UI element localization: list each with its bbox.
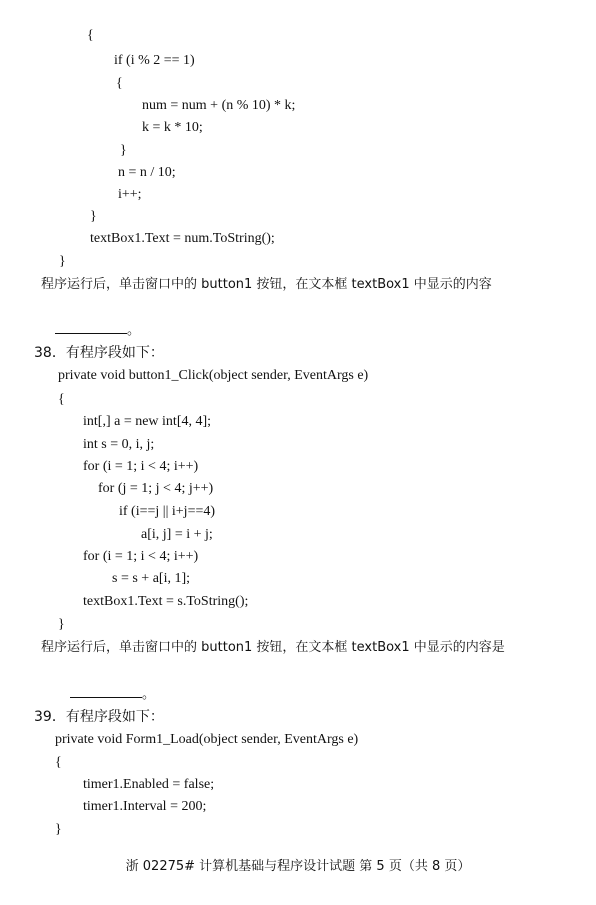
code-line: {	[87, 28, 94, 43]
code-line: textBox1.Text = s.ToString();	[83, 594, 249, 609]
code-line: i++;	[118, 187, 142, 202]
code-line: for (i = 1; i < 4; i++)	[83, 549, 199, 564]
code-line: timer1.Interval = 200;	[83, 799, 207, 814]
code-line: }	[120, 143, 127, 158]
code-line: {	[58, 392, 65, 407]
page-footer: 浙 02275# 计算机基础与程序设计试题 第 5 页（共 8 页）	[125, 859, 471, 874]
question-heading: 38．有程序段如下：	[34, 345, 164, 361]
code-line: a[i, j] = i + j;	[141, 527, 213, 542]
code-line: k = k * 10;	[142, 120, 203, 135]
code-line: for (j = 1; j < 4; j++)	[98, 481, 214, 496]
code-line: {	[116, 76, 123, 91]
question-heading: 39．有程序段如下：	[34, 709, 164, 725]
code-line: }	[90, 209, 97, 224]
blank-suffix: 。	[127, 323, 141, 338]
code-line: }	[58, 617, 65, 632]
question-prompt: 程序运行后，单击窗口中的 button1 按钮，在文本框 textBox1 中显示的内容是	[41, 640, 505, 655]
blank-underline	[55, 321, 127, 334]
code-line: }	[55, 822, 62, 837]
blank-underline	[70, 685, 142, 698]
code-line: timer1.Enabled = false;	[83, 777, 215, 792]
code-line: private void Form1_Load(object sender, EventArgs e)	[55, 732, 359, 747]
code-line: if (i==j || i+j==4)	[119, 504, 216, 519]
code-line: for (i = 1; i < 4; i++)	[83, 459, 199, 474]
code-line: if (i % 2 == 1)	[114, 53, 195, 68]
code-line: n = n / 10;	[118, 165, 176, 180]
code-line: int[,] a = new int[4, 4];	[83, 414, 212, 429]
code-line: private void button1_Click(object sender, EventArgs e)	[58, 368, 369, 383]
blank-suffix: 。	[142, 687, 156, 702]
code-line: s = s + a[i, 1];	[112, 571, 191, 586]
question-prompt: 程序运行后，单击窗口中的 button1 按钮，在文本框 textBox1 中显示的内容	[41, 277, 492, 292]
code-line: int s = 0, i, j;	[83, 437, 155, 452]
code-line: }	[59, 254, 66, 269]
code-line: {	[55, 755, 62, 770]
code-line: textBox1.Text = num.ToString();	[90, 231, 275, 246]
code-line: num = num + (n % 10) * k;	[142, 98, 296, 113]
